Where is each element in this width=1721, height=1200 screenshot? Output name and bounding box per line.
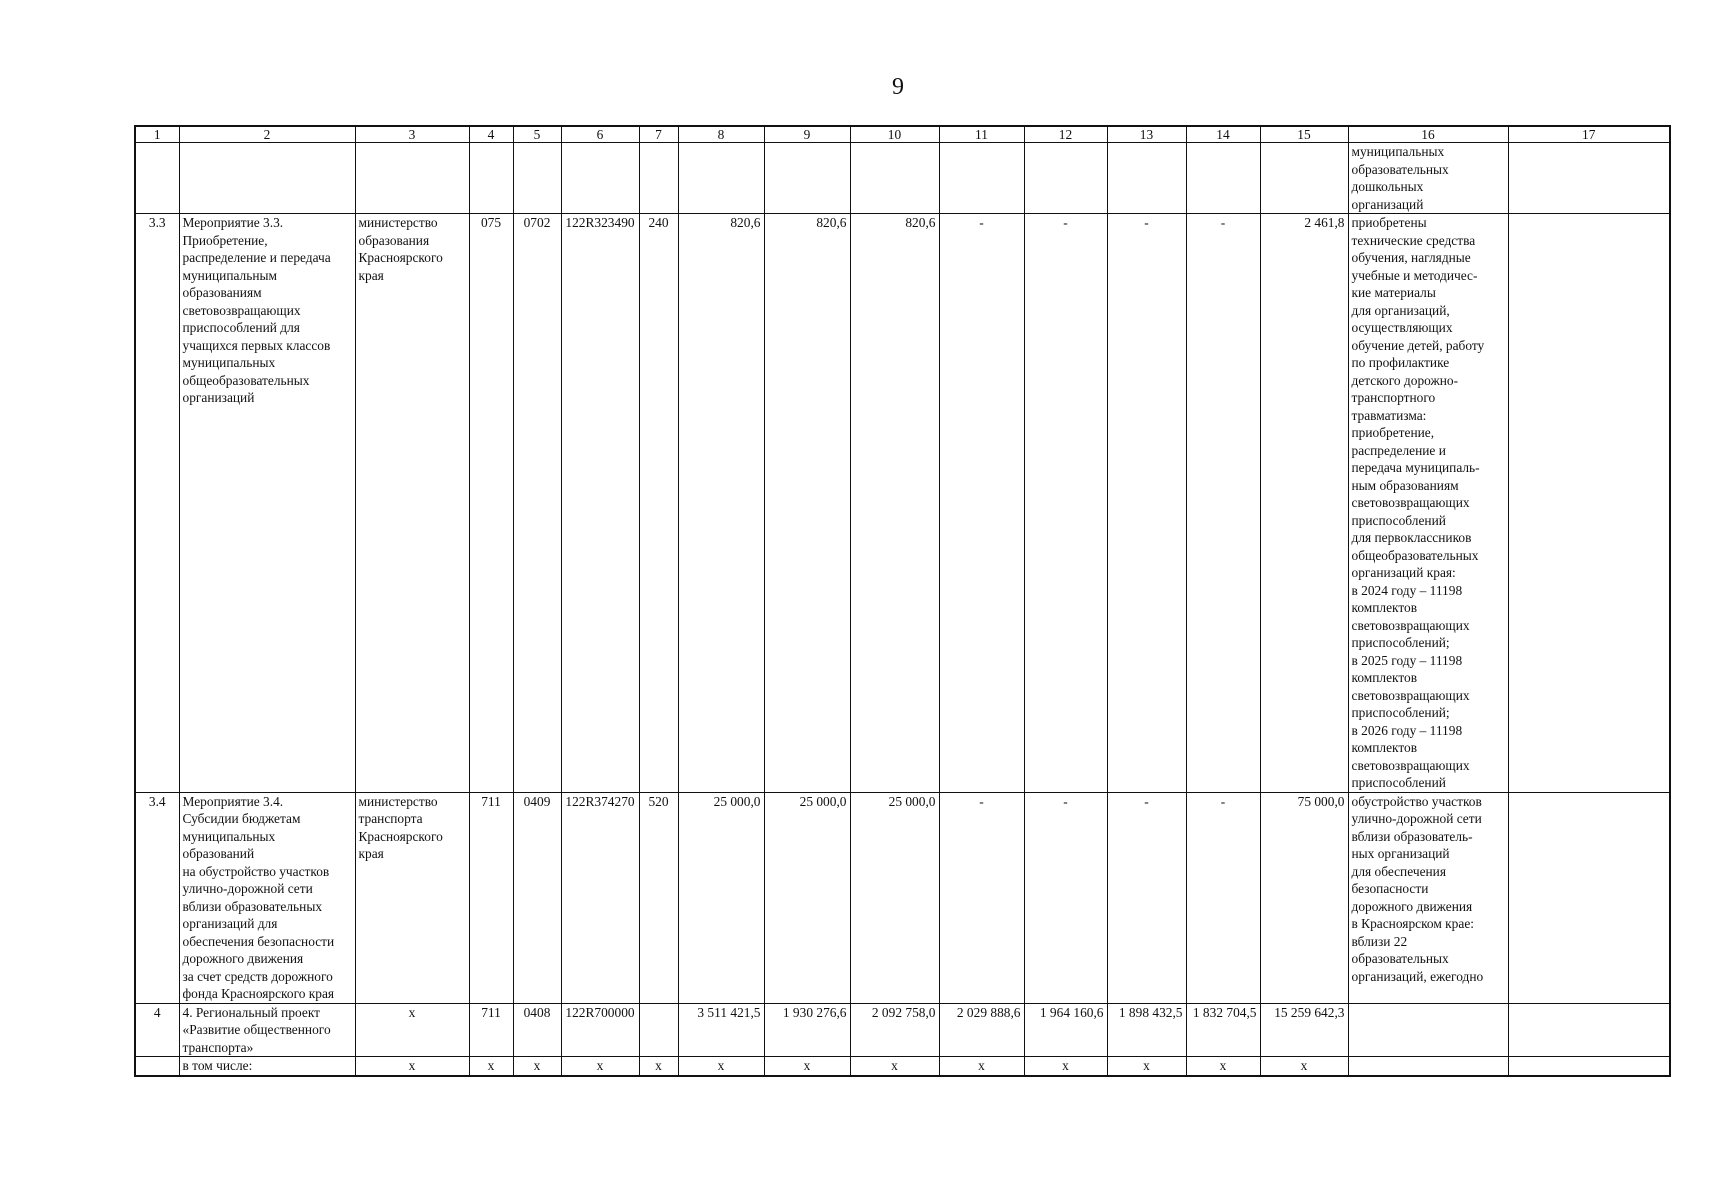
table-cell: х [1024,1057,1107,1076]
amount-cell: - [1107,792,1186,1003]
table-cell: х [469,1057,513,1076]
responsible-body: министерство транспорта Красноярского края [355,792,469,1003]
table-cell [135,143,179,214]
table-cell: 711 [469,792,513,1003]
responsible-body: министерство образования Красноярского края [355,214,469,793]
col-header: 2 [179,126,355,143]
table-cell [1508,1057,1670,1076]
col-header: 1 [135,126,179,143]
table-row [135,214,1670,793]
table-cell: 122R374270 [561,792,639,1003]
col-header: 8 [678,126,764,143]
amount-cell: 820,6 [764,214,850,793]
row-number: 3.3 [135,214,179,793]
table-cell: 122R323490 [561,214,639,793]
amount-cell: 2 029 888,6 [939,1003,1024,1057]
table-cell: 240 [639,214,678,793]
col-header: 12 [1024,126,1107,143]
table-row [135,1057,1670,1076]
col-header: 13 [1107,126,1186,143]
result-cell: обустройство участков улично-дорожной сети вблизи образователь- ных организаций для обеспечения безопасности дорожного движения в Красноярском крае: вблизи 22 образовательных организаций, ежегодно [1348,792,1508,1003]
page-number: 9 [892,74,904,100]
table-row [135,1003,1670,1057]
table-cell: х [1186,1057,1260,1076]
table-cell: х [1260,1057,1348,1076]
col-header: 15 [1260,126,1348,143]
amount-cell: 1 964 160,6 [1024,1003,1107,1057]
total-cell: 2 461,8 [1260,214,1348,793]
table-cell: х [850,1057,939,1076]
table-cell [1508,143,1670,214]
table-cell [469,143,513,214]
table-cell: х [561,1057,639,1076]
col-header: 7 [639,126,678,143]
table-cell [1508,1003,1670,1057]
table-cell: 520 [639,792,678,1003]
amount-cell: 1 832 704,5 [1186,1003,1260,1057]
budget-table [134,125,1671,1077]
table-cell [1024,143,1107,214]
col-header: 3 [355,126,469,143]
table-cell [850,143,939,214]
table-cell: 0702 [513,214,561,793]
amount-cell: 1 898 432,5 [1107,1003,1186,1057]
table-cell: х [513,1057,561,1076]
amount-cell: 1 930 276,6 [764,1003,850,1057]
amount-cell: 25 000,0 [850,792,939,1003]
activity-name: Мероприятие 3.4. Субсидии бюджетам муниципальных образований на обустройство участков улично-дорожной сети вблизи образовательных организаций для обеспечения безопасности дорожного движения за счет средств дорожного фонда Красноярского края [179,792,355,1003]
row-number: 4 [135,1003,179,1057]
table-cell [513,143,561,214]
activity-name: 4. Региональный проект «Развитие общественного транспорта» [179,1003,355,1057]
amount-cell: - [1186,792,1260,1003]
table-row [135,792,1670,1003]
table-row [135,143,1670,214]
table-cell [1508,792,1670,1003]
table-cell [939,143,1024,214]
table-cell [1186,143,1260,214]
result-cell [1348,1057,1508,1076]
amount-cell: 3 511 421,5 [678,1003,764,1057]
result-cell: муниципальных образовательных дошкольных организаций [1348,143,1508,214]
table-cell: х [678,1057,764,1076]
table-cell [561,143,639,214]
total-cell: 15 259 642,3 [1260,1003,1348,1057]
amount-cell: 25 000,0 [764,792,850,1003]
responsible-body: х [355,1003,469,1057]
col-header: 6 [561,126,639,143]
row-number [135,1057,179,1076]
table-cell: х [764,1057,850,1076]
col-header: 16 [1348,126,1508,143]
total-cell: 75 000,0 [1260,792,1348,1003]
amount-cell: - [939,214,1024,793]
table-cell: 122R700000 [561,1003,639,1057]
amount-cell: - [939,792,1024,1003]
result-cell [1348,1003,1508,1057]
amount-cell: 2 092 758,0 [850,1003,939,1057]
amount-cell: - [1107,214,1186,793]
table-cell [1260,143,1348,214]
col-header: 14 [1186,126,1260,143]
col-header: 17 [1508,126,1670,143]
table-cell [639,143,678,214]
activity-name: в том числе: [179,1057,355,1076]
table-cell: 711 [469,1003,513,1057]
table-cell [678,143,764,214]
table-cell: х [1107,1057,1186,1076]
col-header: 9 [764,126,850,143]
header-row [135,126,1670,143]
table-cell [1508,214,1670,793]
col-header: 4 [469,126,513,143]
table-cell: 0409 [513,792,561,1003]
table-cell [639,1003,678,1057]
col-header: 5 [513,126,561,143]
table-cell: 075 [469,214,513,793]
amount-cell: - [1024,792,1107,1003]
table-cell [764,143,850,214]
table-cell: х [939,1057,1024,1076]
amount-cell: 820,6 [678,214,764,793]
row-number: 3.4 [135,792,179,1003]
table-cell [179,143,355,214]
col-header: 10 [850,126,939,143]
amount-cell: 25 000,0 [678,792,764,1003]
table-cell: х [639,1057,678,1076]
col-header: 11 [939,126,1024,143]
amount-cell: - [1186,214,1260,793]
table-cell: х [355,1057,469,1076]
table-cell [355,143,469,214]
table-cell: 0408 [513,1003,561,1057]
result-cell: приобретены технические средства обучения, наглядные учебные и методичес- кие материалы для организаций, осуществляющих обучение детей, работу по профилактике детского дорожно- транспортного травматизма: приобретение, распределение и передача муниципаль- ным образованиям световозвращающих приспособлений для первоклассников общеобразовательных организаций края: в 2024 году – 11198 комплектов световозвращающих приспособлений; в 2025 году – 11198 комплектов световозвращающих приспособлений; в 2026 году – 11198 комплектов световозвращающих приспособлений [1348,214,1508,793]
activity-name: Мероприятие 3.3. Приобретение, распределение и передача муниципальным образованиям световозвращающих приспособлений для учащихся первых классов муниципальных общеобразовательных организаций [179,214,355,793]
table-cell [1107,143,1186,214]
amount-cell: 820,6 [850,214,939,793]
amount-cell: - [1024,214,1107,793]
